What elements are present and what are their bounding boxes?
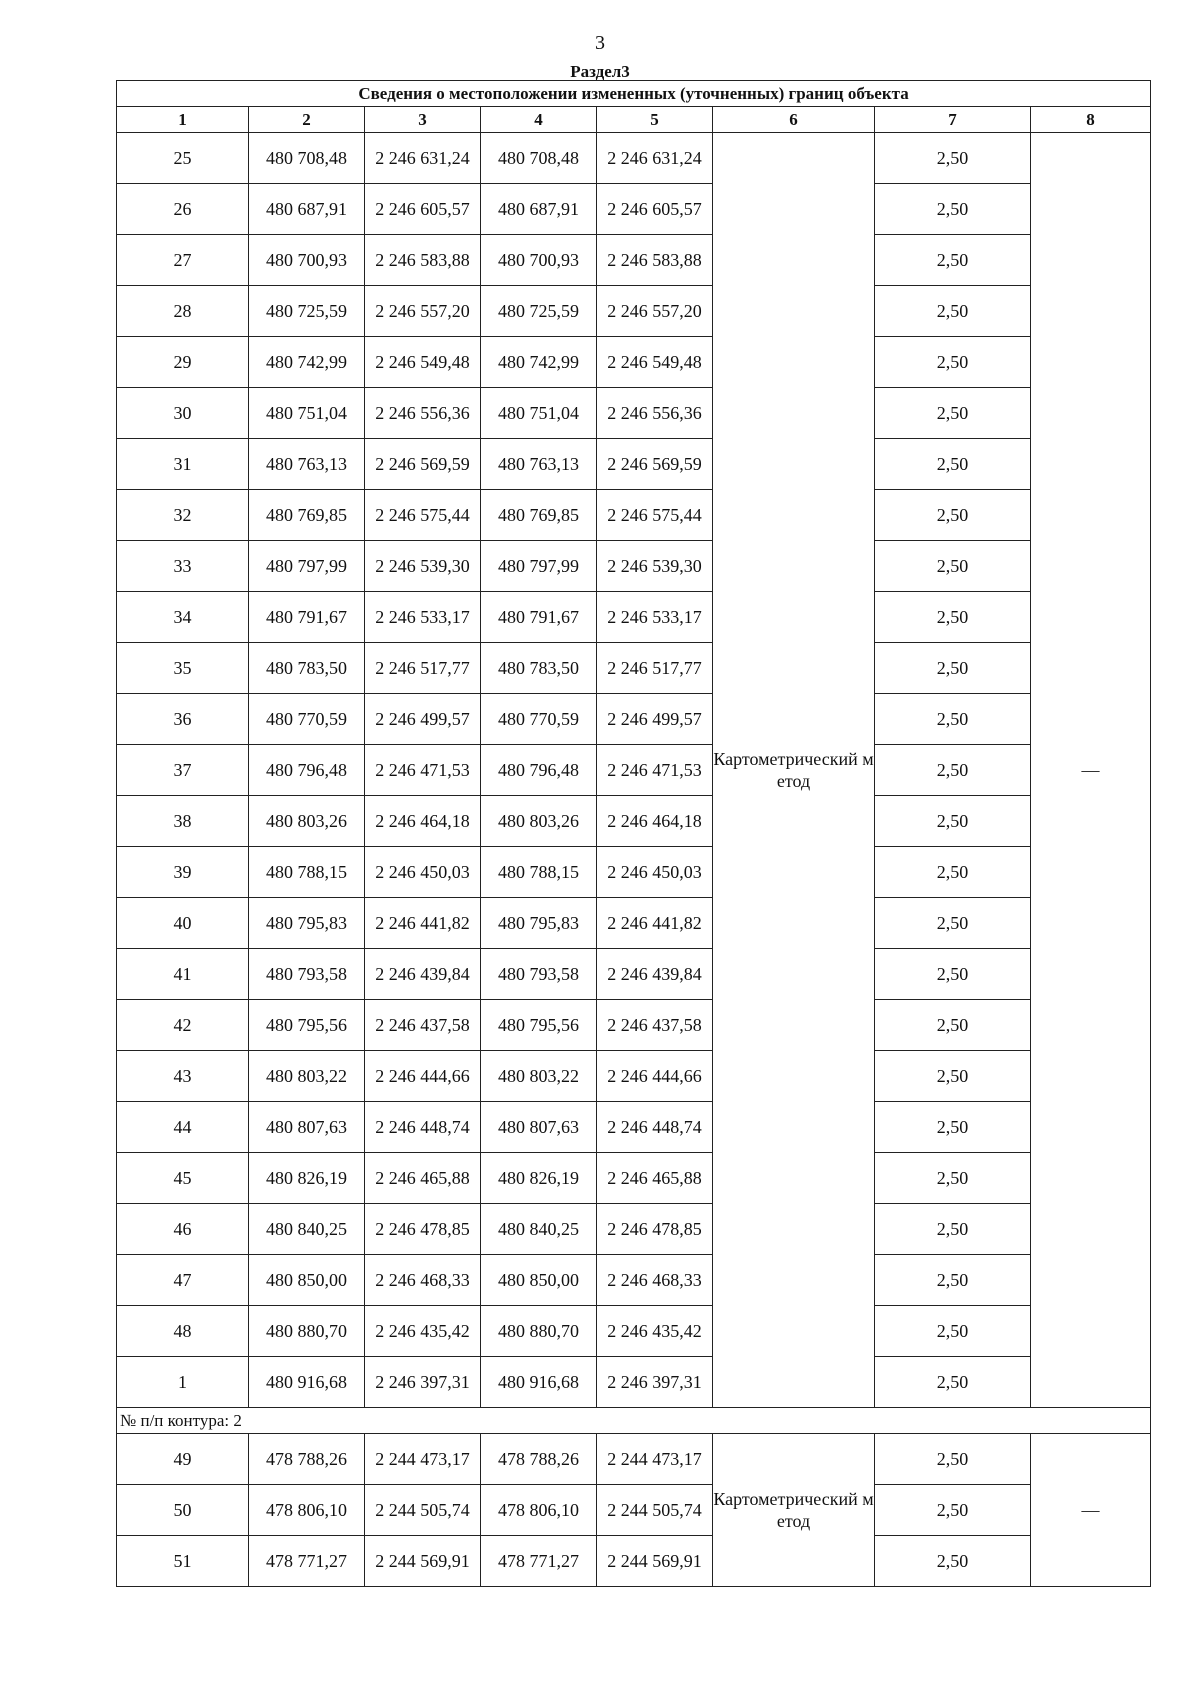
x-existing-cell: 480 807,63 <box>249 1102 365 1153</box>
table-row <box>117 1204 1151 1255</box>
point-number-cell: 37 <box>117 745 249 796</box>
point-number-cell: 35 <box>117 643 249 694</box>
column-number-cell: 6 <box>713 107 875 133</box>
table-row <box>117 643 1151 694</box>
x-new-cell: 478 788,26 <box>481 1434 597 1485</box>
point-number-cell: 27 <box>117 235 249 286</box>
accuracy-cell: 2,50 <box>875 745 1031 796</box>
y-new-cell: 2 246 575,44 <box>597 490 713 541</box>
accuracy-cell: 2,50 <box>875 133 1031 184</box>
x-existing-cell: 480 770,59 <box>249 694 365 745</box>
point-number-cell: 46 <box>117 1204 249 1255</box>
x-new-cell: 480 763,13 <box>481 439 597 490</box>
table-row <box>117 1485 1151 1536</box>
table-row <box>117 847 1151 898</box>
table-row <box>117 745 1151 796</box>
y-new-cell: 2 246 397,31 <box>597 1357 713 1408</box>
x-new-cell: 480 826,19 <box>481 1153 597 1204</box>
table-row <box>117 1306 1151 1357</box>
x-existing-cell: 480 916,68 <box>249 1357 365 1408</box>
x-new-cell: 480 751,04 <box>481 388 597 439</box>
x-new-cell: 480 880,70 <box>481 1306 597 1357</box>
x-new-cell: 478 806,10 <box>481 1485 597 1536</box>
accuracy-cell: 2,50 <box>875 490 1031 541</box>
y-existing-cell: 2 246 464,18 <box>365 796 481 847</box>
x-existing-cell: 478 806,10 <box>249 1485 365 1536</box>
y-new-cell: 2 246 557,20 <box>597 286 713 337</box>
column-number-cell: 7 <box>875 107 1031 133</box>
table-row <box>117 541 1151 592</box>
table-row <box>117 898 1151 949</box>
accuracy-cell: 2,50 <box>875 439 1031 490</box>
table-row <box>117 1357 1151 1408</box>
x-existing-cell: 478 788,26 <box>249 1434 365 1485</box>
x-existing-cell: 480 763,13 <box>249 439 365 490</box>
x-new-cell: 480 700,93 <box>481 235 597 286</box>
x-existing-cell: 480 742,99 <box>249 337 365 388</box>
y-existing-cell: 2 246 468,33 <box>365 1255 481 1306</box>
x-new-cell: 480 788,15 <box>481 847 597 898</box>
table-row <box>117 439 1151 490</box>
boundary-table <box>116 80 1151 1587</box>
y-existing-cell: 2 246 575,44 <box>365 490 481 541</box>
y-existing-cell: 2 246 583,88 <box>365 235 481 286</box>
y-existing-cell: 2 246 435,42 <box>365 1306 481 1357</box>
accuracy-cell: 2,50 <box>875 796 1031 847</box>
x-existing-cell: 480 687,91 <box>249 184 365 235</box>
point-number-cell: 40 <box>117 898 249 949</box>
page-number: 3 <box>595 32 605 54</box>
x-existing-cell: 480 850,00 <box>249 1255 365 1306</box>
x-new-cell: 480 797,99 <box>481 541 597 592</box>
x-existing-cell: 480 783,50 <box>249 643 365 694</box>
y-new-cell: 2 246 539,30 <box>597 541 713 592</box>
x-new-cell: 478 771,27 <box>481 1536 597 1587</box>
point-number-cell: 30 <box>117 388 249 439</box>
accuracy-cell: 2,50 <box>875 1153 1031 1204</box>
x-new-cell: 480 783,50 <box>481 643 597 694</box>
y-existing-cell: 2 244 569,91 <box>365 1536 481 1587</box>
x-existing-cell: 480 793,58 <box>249 949 365 1000</box>
x-existing-cell: 480 795,56 <box>249 1000 365 1051</box>
table-row <box>117 1102 1151 1153</box>
y-new-cell: 2 246 499,57 <box>597 694 713 745</box>
accuracy-cell: 2,50 <box>875 694 1031 745</box>
x-existing-cell: 480 803,26 <box>249 796 365 847</box>
accuracy-cell: 2,50 <box>875 337 1031 388</box>
point-number-cell: 28 <box>117 286 249 337</box>
y-new-cell: 2 244 505,74 <box>597 1485 713 1536</box>
y-existing-cell: 2 246 439,84 <box>365 949 481 1000</box>
x-new-cell: 480 796,48 <box>481 745 597 796</box>
y-existing-cell: 2 246 533,17 <box>365 592 481 643</box>
y-new-cell: 2 246 471,53 <box>597 745 713 796</box>
accuracy-cell: 2,50 <box>875 949 1031 1000</box>
accuracy-cell: 2,50 <box>875 1306 1031 1357</box>
table-row <box>117 796 1151 847</box>
accuracy-cell: 2,50 <box>875 235 1031 286</box>
x-new-cell: 480 850,00 <box>481 1255 597 1306</box>
y-new-cell: 2 246 441,82 <box>597 898 713 949</box>
y-existing-cell: 2 246 499,57 <box>365 694 481 745</box>
y-existing-cell: 2 246 448,74 <box>365 1102 481 1153</box>
accuracy-cell: 2,50 <box>875 592 1031 643</box>
y-new-cell: 2 246 549,48 <box>597 337 713 388</box>
x-existing-cell: 480 791,67 <box>249 592 365 643</box>
table-row <box>117 1255 1151 1306</box>
x-existing-cell: 480 797,99 <box>249 541 365 592</box>
y-existing-cell: 2 246 569,59 <box>365 439 481 490</box>
accuracy-cell: 2,50 <box>875 184 1031 235</box>
x-existing-cell: 480 769,85 <box>249 490 365 541</box>
y-existing-cell: 2 246 478,85 <box>365 1204 481 1255</box>
accuracy-cell: 2,50 <box>875 898 1031 949</box>
x-new-cell: 480 803,22 <box>481 1051 597 1102</box>
y-new-cell: 2 246 533,17 <box>597 592 713 643</box>
column-number-cell: 4 <box>481 107 597 133</box>
y-new-cell: 2 244 569,91 <box>597 1536 713 1587</box>
y-existing-cell: 2 246 437,58 <box>365 1000 481 1051</box>
accuracy-cell: 2,50 <box>875 388 1031 439</box>
y-existing-cell: 2 246 465,88 <box>365 1153 481 1204</box>
y-existing-cell: 2 244 505,74 <box>365 1485 481 1536</box>
x-new-cell: 480 708,48 <box>481 133 597 184</box>
point-number-cell: 48 <box>117 1306 249 1357</box>
x-new-cell: 480 840,25 <box>481 1204 597 1255</box>
x-new-cell: 480 770,59 <box>481 694 597 745</box>
accuracy-cell: 2,50 <box>875 847 1031 898</box>
point-number-cell: 38 <box>117 796 249 847</box>
table-row <box>117 592 1151 643</box>
table-row <box>117 490 1151 541</box>
section-title: Раздел3 <box>570 62 630 81</box>
accuracy-cell: 2,50 <box>875 643 1031 694</box>
y-new-cell: 2 246 435,42 <box>597 1306 713 1357</box>
y-existing-cell: 2 246 517,77 <box>365 643 481 694</box>
table-row <box>117 1051 1151 1102</box>
x-existing-cell: 480 796,48 <box>249 745 365 796</box>
y-existing-cell: 2 246 539,30 <box>365 541 481 592</box>
table-row <box>117 235 1151 286</box>
table-row <box>117 1434 1151 1485</box>
y-new-cell: 2 246 631,24 <box>597 133 713 184</box>
accuracy-cell: 2,50 <box>875 1255 1031 1306</box>
y-new-cell: 2 246 437,58 <box>597 1000 713 1051</box>
x-new-cell: 480 687,91 <box>481 184 597 235</box>
note-cell: — <box>1031 1434 1151 1587</box>
y-existing-cell: 2 244 473,17 <box>365 1434 481 1485</box>
x-existing-cell: 480 788,15 <box>249 847 365 898</box>
x-new-cell: 480 725,59 <box>481 286 597 337</box>
table-row <box>117 949 1151 1000</box>
x-existing-cell: 478 771,27 <box>249 1536 365 1587</box>
x-existing-cell: 480 725,59 <box>249 286 365 337</box>
point-number-cell: 33 <box>117 541 249 592</box>
x-existing-cell: 480 795,83 <box>249 898 365 949</box>
point-number-cell: 31 <box>117 439 249 490</box>
point-number-cell: 50 <box>117 1485 249 1536</box>
accuracy-cell: 2,50 <box>875 1357 1031 1408</box>
x-existing-cell: 480 803,22 <box>249 1051 365 1102</box>
y-new-cell: 2 246 478,85 <box>597 1204 713 1255</box>
accuracy-cell: 2,50 <box>875 286 1031 337</box>
point-number-cell: 25 <box>117 133 249 184</box>
accuracy-cell: 2,50 <box>875 1000 1031 1051</box>
accuracy-cell: 2,50 <box>875 1204 1031 1255</box>
point-number-cell: 45 <box>117 1153 249 1204</box>
x-new-cell: 480 803,26 <box>481 796 597 847</box>
x-existing-cell: 480 751,04 <box>249 388 365 439</box>
x-new-cell: 480 795,83 <box>481 898 597 949</box>
point-number-cell: 34 <box>117 592 249 643</box>
method-cell: Картометрический метод <box>713 133 875 1408</box>
column-number-cell: 8 <box>1031 107 1151 133</box>
point-number-cell: 32 <box>117 490 249 541</box>
contour-label: № п/п контура: 2 <box>117 1408 1151 1434</box>
y-new-cell: 2 246 450,03 <box>597 847 713 898</box>
accuracy-cell: 2,50 <box>875 541 1031 592</box>
x-new-cell: 480 795,56 <box>481 1000 597 1051</box>
y-new-cell: 2 246 468,33 <box>597 1255 713 1306</box>
y-existing-cell: 2 246 556,36 <box>365 388 481 439</box>
y-new-cell: 2 246 605,57 <box>597 184 713 235</box>
table-row <box>117 1000 1151 1051</box>
accuracy-cell: 2,50 <box>875 1102 1031 1153</box>
x-new-cell: 480 791,67 <box>481 592 597 643</box>
column-number-cell: 5 <box>597 107 713 133</box>
x-new-cell: 480 793,58 <box>481 949 597 1000</box>
column-number-cell: 3 <box>365 107 481 133</box>
point-number-cell: 43 <box>117 1051 249 1102</box>
x-existing-cell: 480 880,70 <box>249 1306 365 1357</box>
point-number-cell: 51 <box>117 1536 249 1587</box>
point-number-cell: 36 <box>117 694 249 745</box>
x-new-cell: 480 916,68 <box>481 1357 597 1408</box>
table-row <box>117 694 1151 745</box>
accuracy-cell: 2,50 <box>875 1051 1031 1102</box>
column-number-cell: 1 <box>117 107 249 133</box>
x-new-cell: 480 807,63 <box>481 1102 597 1153</box>
accuracy-cell: 2,50 <box>875 1485 1031 1536</box>
point-number-cell: 29 <box>117 337 249 388</box>
table-row <box>117 1153 1151 1204</box>
point-number-cell: 41 <box>117 949 249 1000</box>
table-row <box>117 286 1151 337</box>
y-existing-cell: 2 246 450,03 <box>365 847 481 898</box>
point-number-cell: 26 <box>117 184 249 235</box>
point-number-cell: 47 <box>117 1255 249 1306</box>
table-caption: Сведения о местоположении измененных (уточненных) границ объекта <box>117 81 1151 107</box>
y-new-cell: 2 246 556,36 <box>597 388 713 439</box>
x-new-cell: 480 742,99 <box>481 337 597 388</box>
table-caption-row <box>117 81 1151 107</box>
y-existing-cell: 2 246 557,20 <box>365 286 481 337</box>
y-new-cell: 2 246 439,84 <box>597 949 713 1000</box>
y-new-cell: 2 246 464,18 <box>597 796 713 847</box>
x-existing-cell: 480 700,93 <box>249 235 365 286</box>
point-number-cell: 39 <box>117 847 249 898</box>
y-new-cell: 2 246 583,88 <box>597 235 713 286</box>
y-new-cell: 2 244 473,17 <box>597 1434 713 1485</box>
point-number-cell: 42 <box>117 1000 249 1051</box>
table-row <box>117 1536 1151 1587</box>
table-row <box>117 388 1151 439</box>
note-cell: — <box>1031 133 1151 1408</box>
table-row <box>117 184 1151 235</box>
y-existing-cell: 2 246 605,57 <box>365 184 481 235</box>
accuracy-cell: 2,50 <box>875 1536 1031 1587</box>
y-existing-cell: 2 246 471,53 <box>365 745 481 796</box>
contour-label-row <box>117 1408 1151 1434</box>
x-existing-cell: 480 840,25 <box>249 1204 365 1255</box>
point-number-cell: 44 <box>117 1102 249 1153</box>
column-number-cell: 2 <box>249 107 365 133</box>
y-existing-cell: 2 246 631,24 <box>365 133 481 184</box>
y-existing-cell: 2 246 397,31 <box>365 1357 481 1408</box>
y-new-cell: 2 246 465,88 <box>597 1153 713 1204</box>
y-new-cell: 2 246 569,59 <box>597 439 713 490</box>
y-existing-cell: 2 246 444,66 <box>365 1051 481 1102</box>
y-existing-cell: 2 246 549,48 <box>365 337 481 388</box>
x-existing-cell: 480 826,19 <box>249 1153 365 1204</box>
y-new-cell: 2 246 444,66 <box>597 1051 713 1102</box>
y-existing-cell: 2 246 441,82 <box>365 898 481 949</box>
column-number-row <box>117 107 1151 133</box>
table-row <box>117 337 1151 388</box>
y-new-cell: 2 246 448,74 <box>597 1102 713 1153</box>
point-number-cell: 1 <box>117 1357 249 1408</box>
method-cell: Картометрический метод <box>713 1434 875 1587</box>
x-existing-cell: 480 708,48 <box>249 133 365 184</box>
table-row <box>117 133 1151 184</box>
point-number-cell: 49 <box>117 1434 249 1485</box>
accuracy-cell: 2,50 <box>875 1434 1031 1485</box>
x-new-cell: 480 769,85 <box>481 490 597 541</box>
y-new-cell: 2 246 517,77 <box>597 643 713 694</box>
